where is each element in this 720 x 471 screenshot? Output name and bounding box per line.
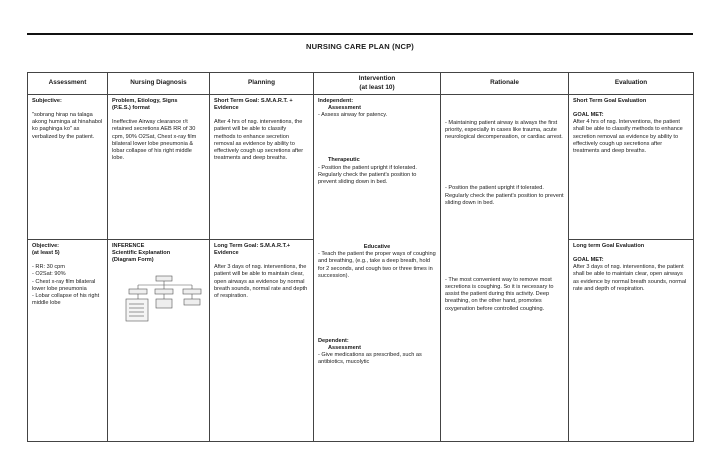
rationale-airway-text: - Maintaining patient airway is always the first priority, especially in cases like trauma, acute neurological decompensation, or cardiac arrest. (445, 120, 563, 141)
objective-label: Objective: (32, 243, 60, 249)
header-diagnosis: Nursing Diagnosis (108, 73, 210, 95)
diagram-box (156, 276, 172, 281)
table-header-row (28, 73, 694, 95)
cell-objective (28, 240, 108, 442)
diagram-box (156, 299, 172, 308)
objective-item: - Chest x-ray film bilateral lower lobe pneumonia (32, 278, 96, 292)
objective-item: - Lobar collapse of his right middle lobe (32, 292, 100, 307)
objective-count-label: (at least 5) (32, 250, 60, 257)
diagram-box (155, 289, 173, 294)
cell-inference (108, 240, 210, 442)
short-term-goal-met: GOAL MET: (573, 112, 604, 119)
rationale-coughing-text: - The most convenient way to remove most secretions is coughing. So it is necessary to assist the patient during this activity. Deep breathing, on the other hand, promotes oxygenation before controlled coughing. (445, 276, 554, 312)
short-term-goal-text: After 4 hrs of nsg. interventions, the patient will be able to classify methods to enhance secretion removal as evidence by ability to effectively cough up secretions after treatments and deep breaths. (214, 119, 304, 162)
diagram-form-label: (Diagram Form) (112, 257, 154, 264)
cell-short-term-evaluation (569, 95, 694, 240)
table-row (28, 95, 694, 240)
document-title: NURSING CARE PLAN (NCP) (306, 42, 414, 51)
header-intervention-note: (at least 10) (359, 83, 395, 91)
teach-coughing-text: - Teach the patient the proper ways of coughing and breathing, (e.g., take a deep breath, hold for 2 seconds, and cough two or three times in succession). (318, 251, 436, 279)
subjective-text: "sobrang hirap na talaga akong huminga at hinahabol ko paghinga ko" as verbalized by the patient. (32, 112, 103, 140)
top-rule (27, 33, 693, 35)
cell-intervention-independent (314, 95, 441, 442)
header-evaluation: Evaluation (569, 73, 694, 95)
scientific-explanation-label: Scientific Explanation (112, 250, 171, 257)
cell-diagnosis-pes (108, 95, 210, 240)
short-term-goal-label: Short Term Goal: S.M.A.R.T. + Evidence (214, 98, 293, 112)
long-term-goal-text: After 3 days of nsg. interventions, the patient will be able to maintain clear, open airways as evidence by normal breath sounds, normal rate and depth of respiration. (214, 264, 308, 299)
medications-text: - Give medications as prescribed, such as antibiotics, mucolytic (318, 352, 422, 366)
position-patient-text: - Position the patient upright if tolerated. Regularly check the patient's position to prevent sliding down in bed. (318, 164, 417, 185)
educative-label: Educative (363, 244, 391, 251)
diagram-box (184, 299, 200, 305)
dependent-label: Dependent: (318, 337, 349, 344)
dependent-assessment-label: Assessment (328, 345, 361, 352)
header-intervention-title: Intervention (358, 75, 396, 83)
subjective-label: Subjective: (32, 98, 62, 104)
therapeutic-label: Therapeutic (328, 157, 360, 164)
objective-item: - O2Sat: 90% (32, 271, 66, 278)
diagram-box (129, 289, 147, 294)
header-intervention (314, 73, 441, 95)
cell-long-term-goal (210, 240, 314, 442)
cell-subjective (28, 95, 108, 240)
inference-label: INFERENCE (112, 243, 145, 249)
care-plan-table (27, 72, 694, 442)
long-term-eval-text: After 3 days of nsg. interventions, the patient shall be able to maintain clear, open airways as evidence by normal breath sounds, normal rate and depth of respiration. (573, 264, 687, 292)
cell-rationale (441, 95, 569, 442)
rationale-position-text: - Position the patient upright if tolerated. Regularly check the patient's position to prevent sliding down in bed. (445, 185, 564, 206)
assess-airway-text: - Assess airway for patency. (318, 112, 388, 119)
independent-assessment-label: Assessment (328, 105, 361, 112)
cell-long-term-evaluation (569, 240, 694, 442)
diagnosis-text: Ineffective Airway clearance r/t retained secretions AEB RR of 30 cpm, 90% O2Sat, Chest x-ray film bilateral lower lobe pneumonia & lobar collapse of his right middle lobe. (112, 119, 197, 162)
short-term-eval-text: After 4 hrs of nsg. Interventions, the patient shall be able to classify methods to enhance secretion removal as evidence by ability to effectively cough up secretions after treatments and deep breaths. (573, 119, 683, 154)
independent-label: Independent: (318, 98, 354, 104)
long-term-goal-label: Long Term Goal: S.M.A.R.T.+ Evidence (214, 243, 291, 257)
header-rationale: Rationale (441, 73, 569, 95)
header-planning: Planning (210, 73, 314, 95)
long-term-eval-label: Long term Goal Evaluation (573, 243, 645, 249)
cell-short-term-goal (210, 95, 314, 240)
pes-format-label: (P.E.S.) format (112, 105, 150, 112)
pathophysiology-diagram (124, 274, 204, 329)
long-term-goal-met: GOAL MET: (573, 257, 604, 264)
diagram-box (126, 299, 148, 321)
short-term-eval-label: Short Term Goal Evaluation (573, 98, 647, 104)
objective-item: - RR: 30 cpm (32, 264, 65, 271)
diagram-box (183, 289, 201, 294)
header-assessment: Assessment (28, 73, 108, 95)
pes-label: Problem, Etiology, Signs (112, 98, 178, 104)
